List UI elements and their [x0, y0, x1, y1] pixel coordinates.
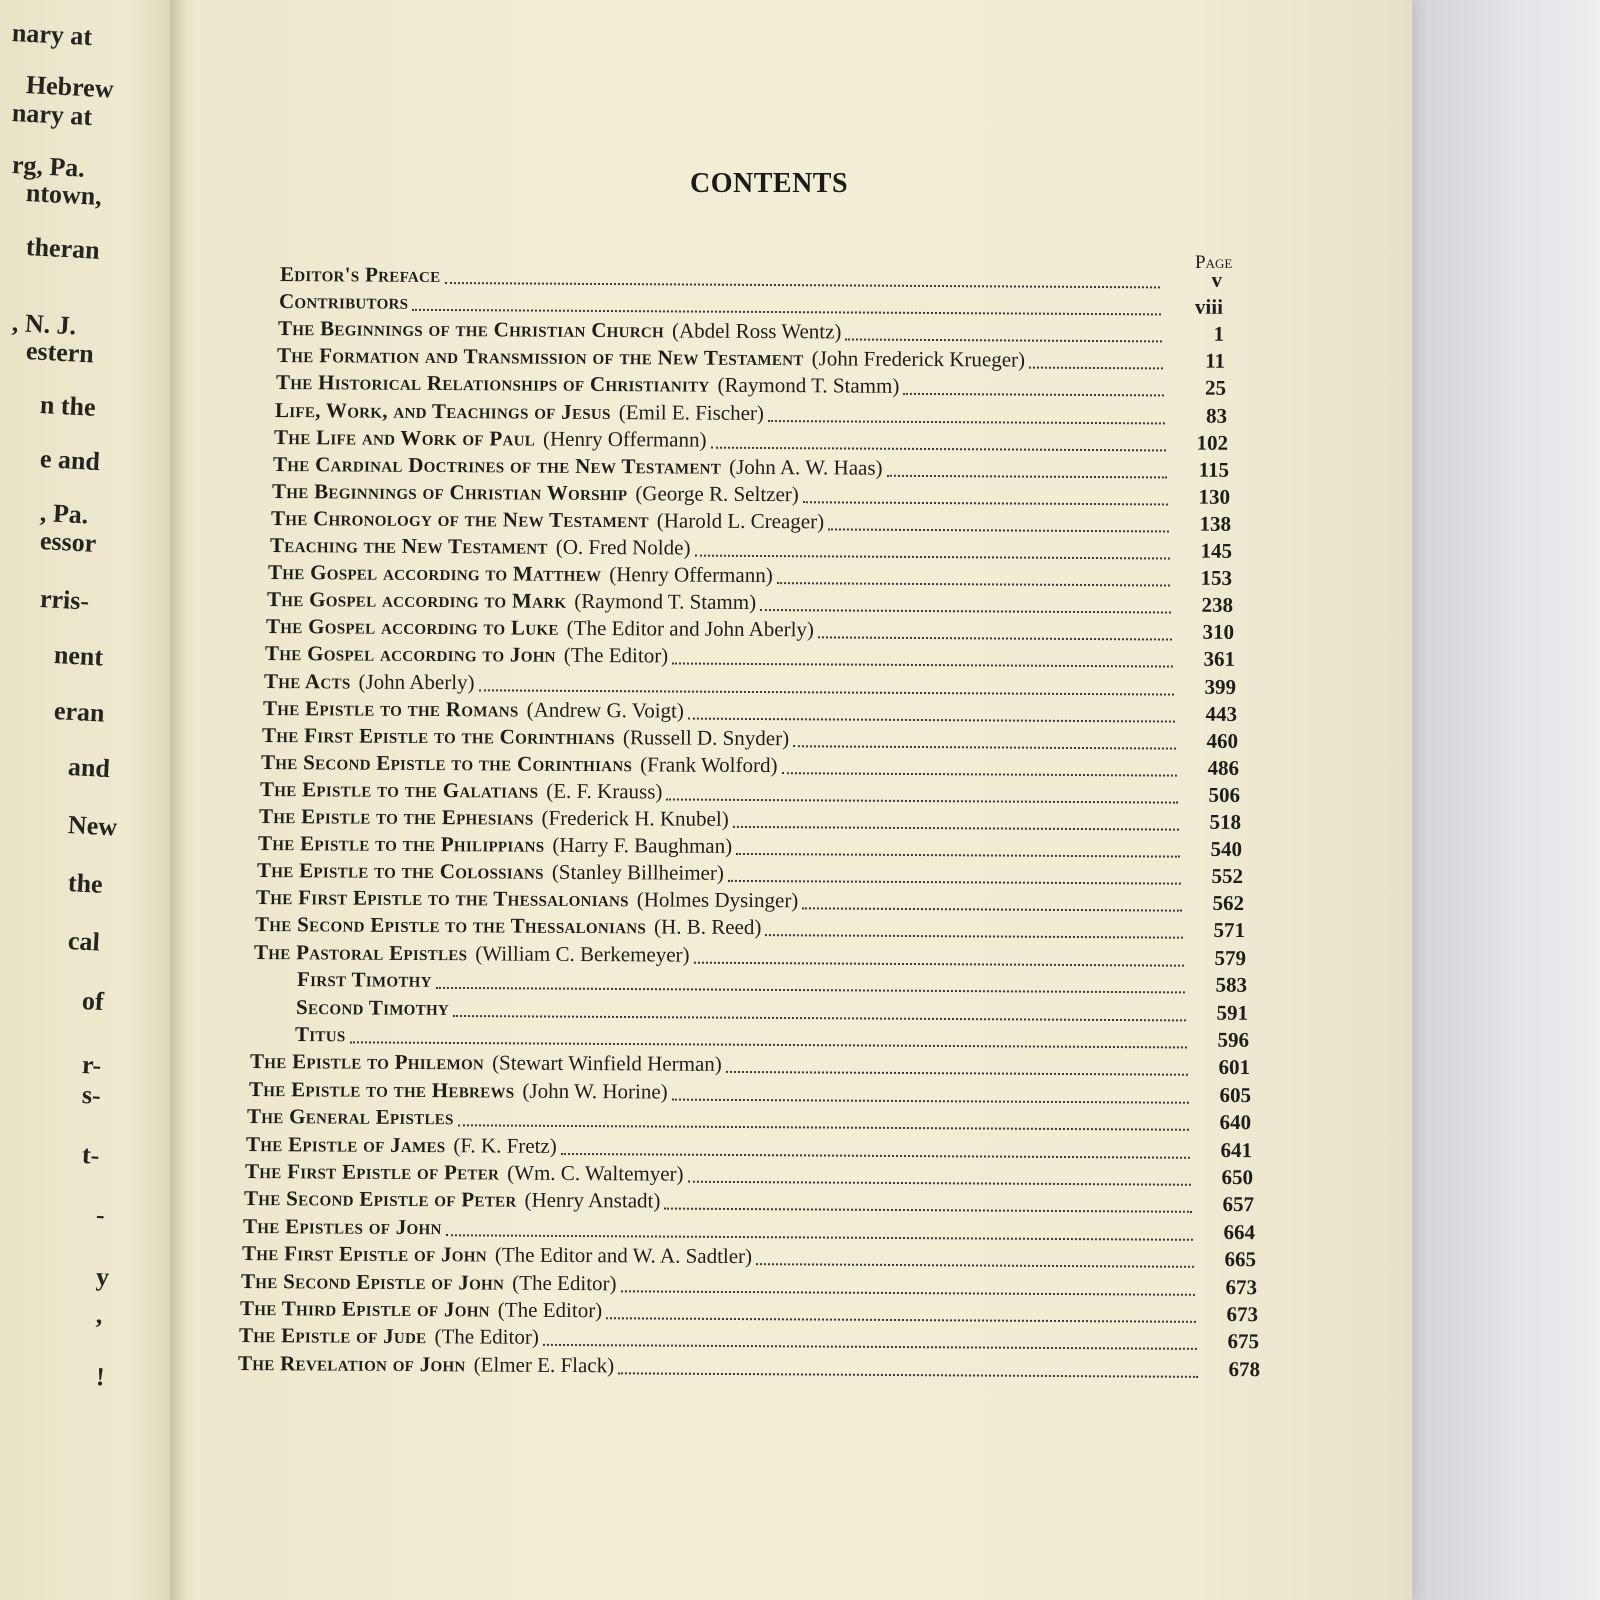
- toc-entry-author: (The Editor): [512, 1270, 617, 1295]
- toc-leader-dots: [672, 649, 1173, 668]
- toc-entry-title: The First Epistle of John: [242, 1241, 488, 1267]
- facing-page-fragment: y: [95, 1262, 110, 1292]
- toc-entry-title: The Beginnings of the Christian Church: [277, 316, 665, 343]
- facing-page-fragment: eran: [53, 696, 106, 728]
- toc-leader-dots: [903, 379, 1164, 397]
- facing-page-fragment: theran: [25, 232, 101, 265]
- facing-page-fragment: t-: [81, 1140, 101, 1170]
- toc-entry: [249, 1049, 1249, 1081]
- toc-entry-title: The Second Epistle of John: [241, 1268, 505, 1295]
- toc-entry-page: 605: [1218, 1082, 1251, 1107]
- toc-entry-author: (The Editor and John Aberly): [566, 616, 815, 642]
- toc-entry: [272, 479, 1230, 511]
- toc-entry-author: (John Frederick Krueger): [811, 346, 1025, 372]
- toc-entry-title: The Life and Work of Paul: [273, 424, 535, 451]
- toc-entry-title: The Beginnings of Christian Worship: [271, 478, 628, 505]
- toc-entry-title: The Epistle to the Romans: [263, 695, 519, 722]
- toc-entry-page: 102: [1196, 430, 1228, 455]
- toc-leader-dots: [453, 1001, 1186, 1021]
- facing-page-fragment: ,: [95, 1300, 104, 1330]
- toc-leader-dots: [733, 812, 1179, 831]
- toc-entry: [297, 967, 1247, 999]
- toc-leader-dots: [793, 731, 1176, 749]
- toc-leader-dots: [621, 1276, 1196, 1296]
- toc-entry-author: (Harold L. Creager): [656, 508, 824, 534]
- toc-entry: [244, 1186, 1254, 1218]
- toc-entry-page: 673: [1226, 1302, 1259, 1327]
- toc-entry-title: The Second Epistle of Peter: [244, 1186, 517, 1213]
- toc-entry-title: The Pastoral Epistles: [253, 939, 468, 966]
- toc-leader-dots: [818, 623, 1172, 641]
- toc-leader-dots: [349, 1027, 1187, 1048]
- toc-leader-dots: [688, 1167, 1192, 1186]
- toc-entry-author: (Holmes Dysinger): [636, 887, 799, 913]
- facing-page-fragment: e and: [39, 444, 101, 477]
- toc-entry-author: (Frederick H. Knubel): [541, 805, 729, 831]
- contents-heading: CONTENTS: [690, 168, 849, 199]
- toc-leader-dots: [802, 487, 1167, 505]
- toc-entry: [295, 1022, 1249, 1054]
- toc-leader-dots: [782, 758, 1178, 776]
- toc-leader-dots: [435, 973, 1184, 994]
- toc-entry-page: 361: [1203, 647, 1236, 672]
- toc-entry-page: viii: [1194, 294, 1223, 319]
- toc-leader-dots: [446, 1220, 1193, 1241]
- facing-page-fragment: essor: [39, 526, 98, 558]
- facing-page-fragment: estern: [25, 336, 95, 369]
- facing-page-fragment: Hebrew: [25, 70, 115, 104]
- toc-entry-page: 399: [1204, 674, 1237, 699]
- toc-leader-dots: [606, 1303, 1196, 1323]
- facing-page-fragment: -: [95, 1200, 106, 1230]
- toc-entry-title: The Second Epistle to the Thessalonians: [254, 912, 646, 939]
- toc-leader-dots: [765, 921, 1183, 940]
- toc-entry-author: (Harry F. Baughman): [552, 832, 733, 858]
- toc-leader-dots: [688, 703, 1175, 722]
- toc-entry-author: (The Editor): [564, 643, 669, 668]
- toc-entry-author: (O. Fred Nolde): [555, 534, 691, 560]
- facing-page-fragment: rg, Pa.: [11, 150, 86, 183]
- toc-leader-dots: [479, 675, 1174, 695]
- toc-entry-page: 460: [1206, 728, 1239, 753]
- toc-leader-dots: [444, 268, 1160, 288]
- toc-leader-dots: [694, 541, 1170, 560]
- toc-entry-title: Editor's Preface: [279, 262, 441, 287]
- toc-entry-page: 145: [1199, 538, 1232, 563]
- toc-entry-page: 583: [1215, 972, 1247, 997]
- toc-leader-dots: [671, 1084, 1188, 1103]
- toc-leader-dots: [760, 595, 1171, 614]
- toc-leader-dots: [561, 1139, 1190, 1159]
- toc-entry-title: The Third Epistle of John: [240, 1296, 491, 1322]
- toc-entry: [246, 1132, 1252, 1164]
- facing-page-fragment: , N. J.: [11, 308, 77, 341]
- facing-page-fragment: n the: [39, 390, 97, 422]
- toc-entry-title: Life, Work, and Teachings of Jesus: [274, 397, 611, 424]
- toc-entry-author: (Stanley Billheimer): [551, 859, 724, 886]
- toc-entry-page: 552: [1211, 864, 1243, 889]
- toc-entry: [262, 723, 1238, 755]
- facing-page-fragment: and: [67, 752, 111, 784]
- toc-entry-page: 310: [1202, 620, 1235, 645]
- toc-entry: [275, 398, 1227, 430]
- toc-entry-author: (H. B. Reed): [653, 914, 762, 940]
- toc-entry-page: 673: [1225, 1274, 1258, 1299]
- toc-entry-title: The Epistle to Philemon: [249, 1049, 484, 1075]
- toc-entry-page: 486: [1207, 755, 1240, 780]
- toc-entry-author: (F. K. Fretz): [453, 1132, 558, 1158]
- toc-leader-dots: [886, 460, 1167, 478]
- toc-entry-page: 657: [1222, 1192, 1255, 1217]
- toc-entry-author: (Frank Wolford): [640, 752, 778, 777]
- toc-leader-dots: [828, 514, 1169, 532]
- toc-entry-page: 571: [1213, 918, 1245, 943]
- toc-entry-page: 130: [1198, 484, 1230, 509]
- toc-entry-title: The Gospel according to Luke: [266, 614, 560, 641]
- toc-leader-dots: [1029, 353, 1163, 370]
- toc-leader-dots: [618, 1358, 1198, 1378]
- facing-page-fragment: !: [95, 1362, 106, 1392]
- toc-entry-author: (E. F. Krauss): [546, 778, 663, 804]
- toc-entry-page: 443: [1205, 701, 1238, 726]
- toc-leader-dots: [543, 1330, 1197, 1350]
- toc-entry-page: 591: [1216, 1000, 1248, 1025]
- toc-entry-page: v: [1211, 267, 1223, 292]
- toc-entry-page: 650: [1221, 1164, 1254, 1190]
- toc-entry-title: The Epistle of Jude: [238, 1323, 427, 1349]
- toc-entry-page: 11: [1204, 348, 1225, 374]
- facing-page-fragment: r-: [81, 1050, 102, 1080]
- toc-entry: [238, 1351, 1260, 1383]
- toc-entry: [296, 995, 1248, 1027]
- toc-entry-page: 641: [1220, 1137, 1253, 1162]
- toc-entry-page: 138: [1198, 511, 1231, 536]
- toc-leader-dots: [777, 568, 1170, 586]
- toc-leader-dots: [458, 1110, 1189, 1130]
- toc-entry-author: (Emil E. Fischer): [618, 399, 764, 425]
- toc-entry-author: (The Editor and W. A. Sadtler): [495, 1242, 753, 1269]
- toc-entry-page: 675: [1227, 1329, 1260, 1354]
- toc-entry: [274, 425, 1228, 457]
- toc-entry-page: 579: [1214, 945, 1246, 970]
- facing-page-fragment: rris-: [39, 584, 90, 616]
- toc-entry-title: The First Epistle to the Corinthians: [262, 722, 616, 749]
- toc-entry-page: 665: [1224, 1247, 1257, 1272]
- toc-entry-title: Second Timothy: [295, 994, 449, 1020]
- toc-entry: [276, 370, 1226, 402]
- toc-entry-title: The Revelation of John: [237, 1350, 466, 1377]
- toc-entry-page: 562: [1212, 891, 1244, 916]
- toc-entry-author: (Abdel Ross Wentz): [671, 318, 842, 344]
- toc-entry: [264, 669, 1236, 701]
- facing-page-fragment: s-: [81, 1080, 102, 1110]
- toc-entry-page: 640: [1219, 1110, 1252, 1135]
- toc-entry-page: 601: [1217, 1055, 1250, 1080]
- toc-entry-title: The First Epistle of Peter: [245, 1159, 500, 1185]
- toc-leader-dots: [725, 1057, 1187, 1076]
- toc-leader-dots: [756, 1249, 1194, 1268]
- toc-entry-title: The Epistles of John: [243, 1213, 442, 1240]
- facing-page-fragment: nary at: [11, 18, 93, 52]
- facing-page-fragment: of: [81, 986, 105, 1017]
- toc-entry: [239, 1323, 1259, 1355]
- toc-entry-title: The Acts: [264, 668, 351, 694]
- toc-entry-page: 25: [1204, 376, 1226, 401]
- toc-entry-page: 518: [1209, 809, 1242, 834]
- toc-entry-page: 1: [1213, 321, 1224, 346]
- toc-entry-page: 596: [1217, 1027, 1249, 1052]
- facing-page-fragment: nary at: [11, 98, 93, 132]
- toc-entry-title: The Historical Relationships of Christianity: [275, 370, 710, 398]
- toc-entry-author: (Henry Offermann): [609, 562, 774, 588]
- toc-leader-dots: [736, 839, 1180, 858]
- facing-page-fragment: the: [67, 868, 104, 899]
- toc-leader-dots: [666, 784, 1178, 803]
- toc-entry-title: The Gospel according to Mark: [267, 587, 567, 614]
- toc-entry: [247, 1104, 1251, 1136]
- toc-leader-dots: [693, 947, 1183, 966]
- toc-entry-title: The Cardinal Doctrines of the New Testament: [272, 451, 721, 479]
- toc-entry-author: (Raymond T. Stamm): [717, 373, 900, 399]
- toc-entry-page: 678: [1228, 1356, 1261, 1382]
- toc-leader-dots: [412, 295, 1161, 316]
- toc-entry-author: (John W. Horine): [521, 1078, 668, 1104]
- toc-entry-page: 238: [1201, 592, 1234, 618]
- toc-entry-title: Titus: [294, 1022, 346, 1047]
- toc-leader-dots: [728, 866, 1181, 885]
- toc-entry: [242, 1241, 1256, 1273]
- toc-entry-author: (William C. Berkemeyer): [474, 941, 690, 967]
- toc-entry-title: The Epistle to the Ephesians: [258, 804, 534, 830]
- toc-entry-title: Contributors: [278, 289, 409, 314]
- toc-entry: [263, 696, 1237, 728]
- toc-entry-title: The Second Epistle to the Corinthians: [261, 749, 633, 777]
- toc-leader-dots: [845, 325, 1162, 343]
- toc-entry: [273, 452, 1229, 484]
- toc-entry-author: (George R. Seltzer): [634, 481, 799, 507]
- toc-entry-page: 540: [1210, 836, 1242, 862]
- toc-entry-author: (The Editor): [497, 1297, 603, 1323]
- toc-entry-title: The Gospel according to Matthew: [268, 560, 602, 587]
- toc-entry-title: The General Epistles: [247, 1104, 455, 1130]
- toc-entry-title: First Timothy: [296, 967, 432, 993]
- toc-entry-title: The Epistle to the Galatians: [259, 776, 539, 803]
- facing-page-fragment: nent: [53, 640, 104, 672]
- toc-entry-author: (Henry Offermann): [542, 426, 707, 452]
- toc-entry-title: The Formation and Transmission of the New Testament: [276, 343, 804, 371]
- toc-leader-dots: [665, 1194, 1193, 1213]
- facing-page-fragment: , Pa.: [39, 498, 90, 530]
- toc-entry-title: Teaching the New Testament: [269, 533, 548, 559]
- toc-entry-title: The Epistle to the Hebrews: [248, 1076, 515, 1103]
- toc-entry-page: 664: [1223, 1219, 1256, 1244]
- toc-entry-author: (Henry Anstadt): [524, 1188, 661, 1213]
- toc-entry-title: The Chronology of the New Testament: [270, 505, 649, 533]
- toc-entry-author: (Wm. C. Waltemyer): [507, 1160, 684, 1186]
- toc-entry-author: (John A. W. Haas): [728, 454, 883, 480]
- toc-entry-author: (John Aberly): [358, 669, 475, 694]
- toc-entry-author: (Stewart Winfield Herman): [491, 1050, 722, 1077]
- page-column-header: Page: [1195, 252, 1233, 273]
- toc-entry-author: (Russell D. Snyder): [622, 724, 790, 750]
- toc-entry-title: The Epistle to the Colossians: [256, 858, 544, 884]
- toc-entry: [265, 641, 1235, 673]
- toc-entry-author: (Raymond T. Stamm): [574, 589, 757, 615]
- facing-page-fragment: New: [67, 810, 118, 842]
- toc-entry-title: The Gospel according to John: [265, 641, 557, 668]
- toc-entry-title: The First Epistle to the Thessalonians: [255, 885, 629, 912]
- facing-page-fragment: ntown,: [25, 178, 103, 211]
- toc-leader-dots: [802, 894, 1182, 912]
- toc-leader-dots: [710, 432, 1166, 451]
- toc-entry-page: 83: [1205, 403, 1227, 428]
- toc-entry-author: (Andrew G. Voigt): [526, 697, 685, 723]
- toc-entry-author: (The Editor): [434, 1324, 539, 1350]
- toc-entry-title: The Epistle of James: [246, 1131, 446, 1157]
- toc-entry-page: 115: [1198, 457, 1229, 482]
- facing-page-fragment: cal: [67, 926, 101, 957]
- toc-entry: [255, 912, 1245, 944]
- toc-leader-dots: [768, 406, 1165, 424]
- toc-entry-author: (Elmer E. Flack): [473, 1352, 615, 1378]
- toc-entry-title: The Epistle to the Philippians: [257, 831, 545, 857]
- toc-entry-page: 153: [1200, 565, 1233, 590]
- toc-entry-page: 506: [1208, 782, 1241, 807]
